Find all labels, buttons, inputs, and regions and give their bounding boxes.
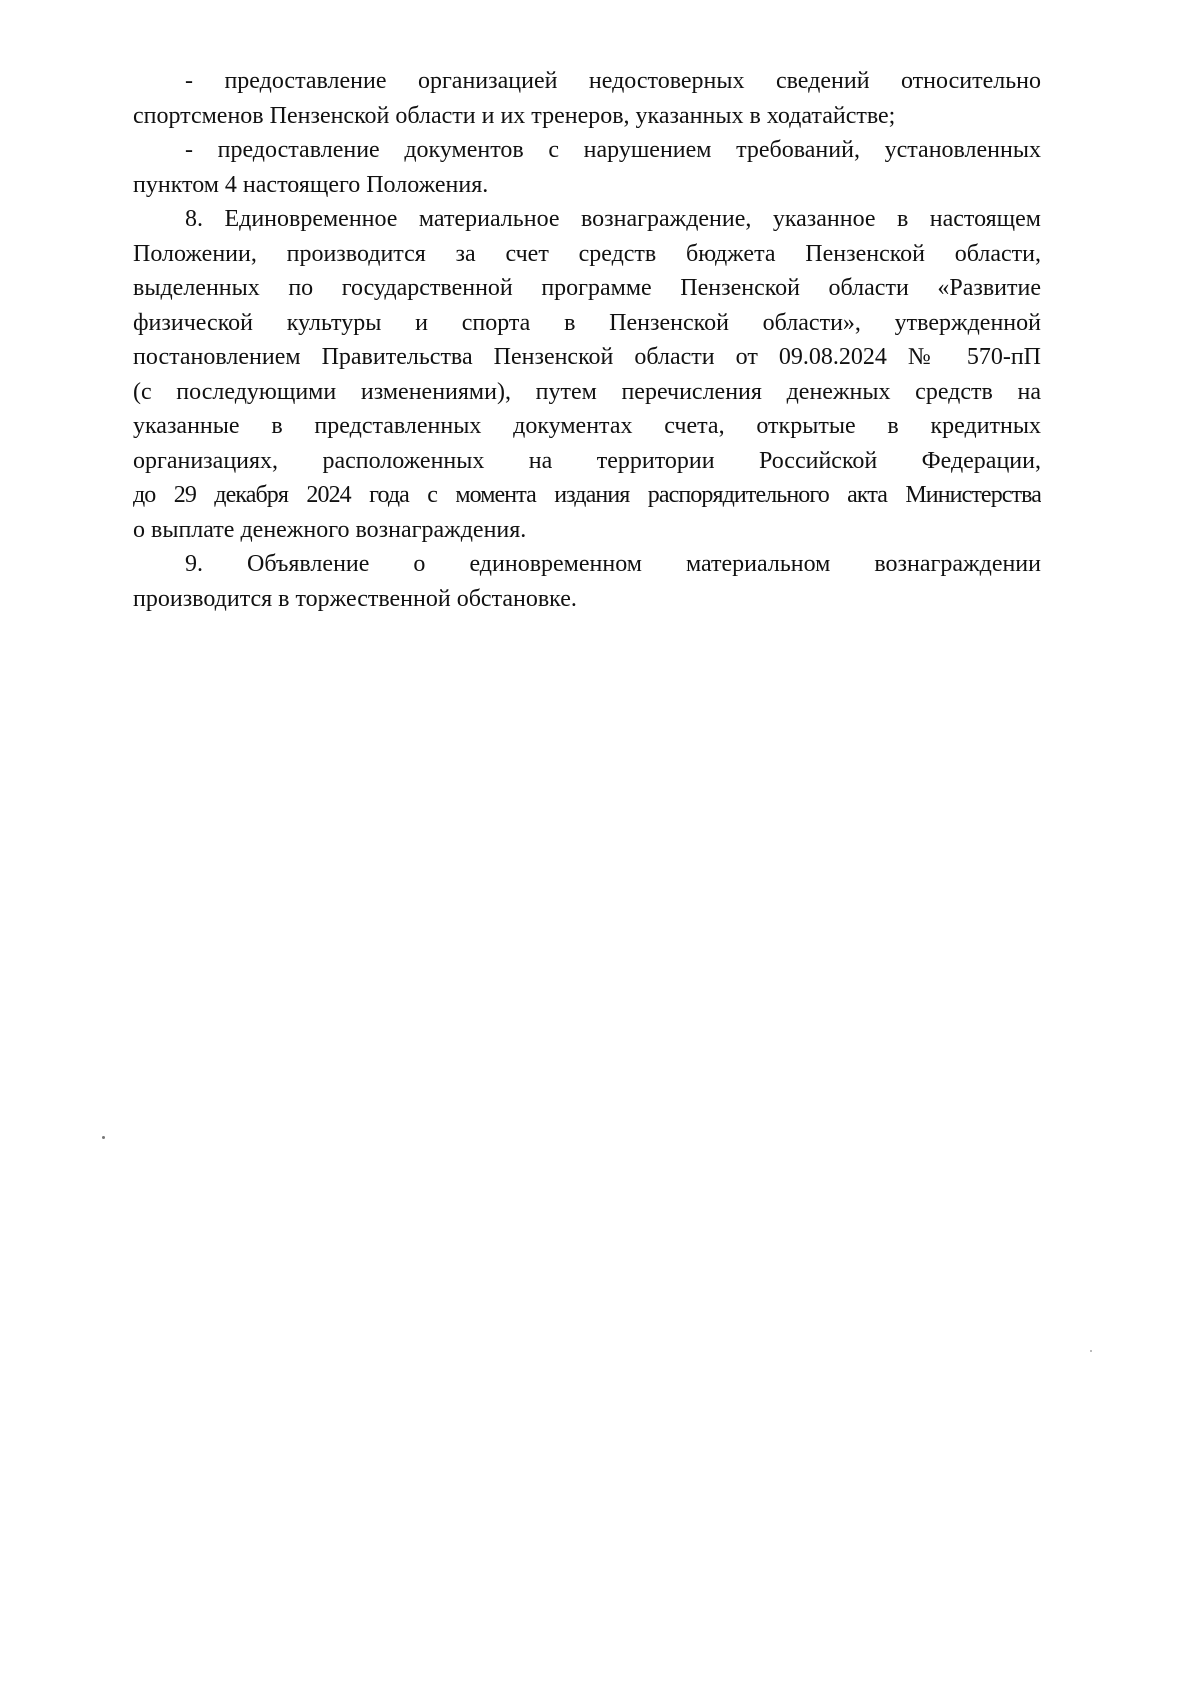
- text-line: о выплате денежного вознаграждения.: [133, 516, 527, 543]
- text-line: 9. Объявление о единовременном материальном вознаграждении: [185, 551, 1041, 577]
- text-line: выделенных по государственной программе Пензенской области «Развитие: [133, 275, 1041, 301]
- text-line: - предоставление документов с нарушением требований, установленных: [185, 137, 1041, 163]
- text-line: физической культуры и спорта в Пензенской области», утвержденной: [133, 309, 1041, 336]
- text-line: организациях, расположенных на территории Российской Федерации,: [133, 447, 1041, 474]
- text-line: 8. Единовременное материальное вознаграждение, указанное в настоящем: [185, 206, 1041, 232]
- text-line: - предоставление организацией недостоверных сведений относительно: [185, 68, 1041, 94]
- scan-speck: [102, 1136, 105, 1139]
- text-line: производится в торжественной обстановке.: [133, 585, 577, 612]
- text-line: пунктом 4 настоящего Положения.: [133, 171, 489, 198]
- text-line: до 29 декабря 2024 года с момента издания распорядительного акта Министерства: [133, 482, 1041, 508]
- document-page: [133, 64, 1041, 616]
- text-line: Положении, производится за счет средств бюджета Пензенской области,: [133, 240, 1041, 267]
- text-line: (с последующими изменениями), путем перечисления денежных средств на: [133, 378, 1041, 405]
- scan-speck: [1090, 1350, 1092, 1352]
- text-line: указанные в представленных документах счета, открытые в кредитных: [133, 413, 1041, 439]
- text-line: спортсменов Пензенской области и их тренеров, указанных в ходатайстве;: [133, 102, 896, 129]
- text-line: постановлением Правительства Пензенской области от 09.08.2024 № 570-пП: [133, 344, 1041, 370]
